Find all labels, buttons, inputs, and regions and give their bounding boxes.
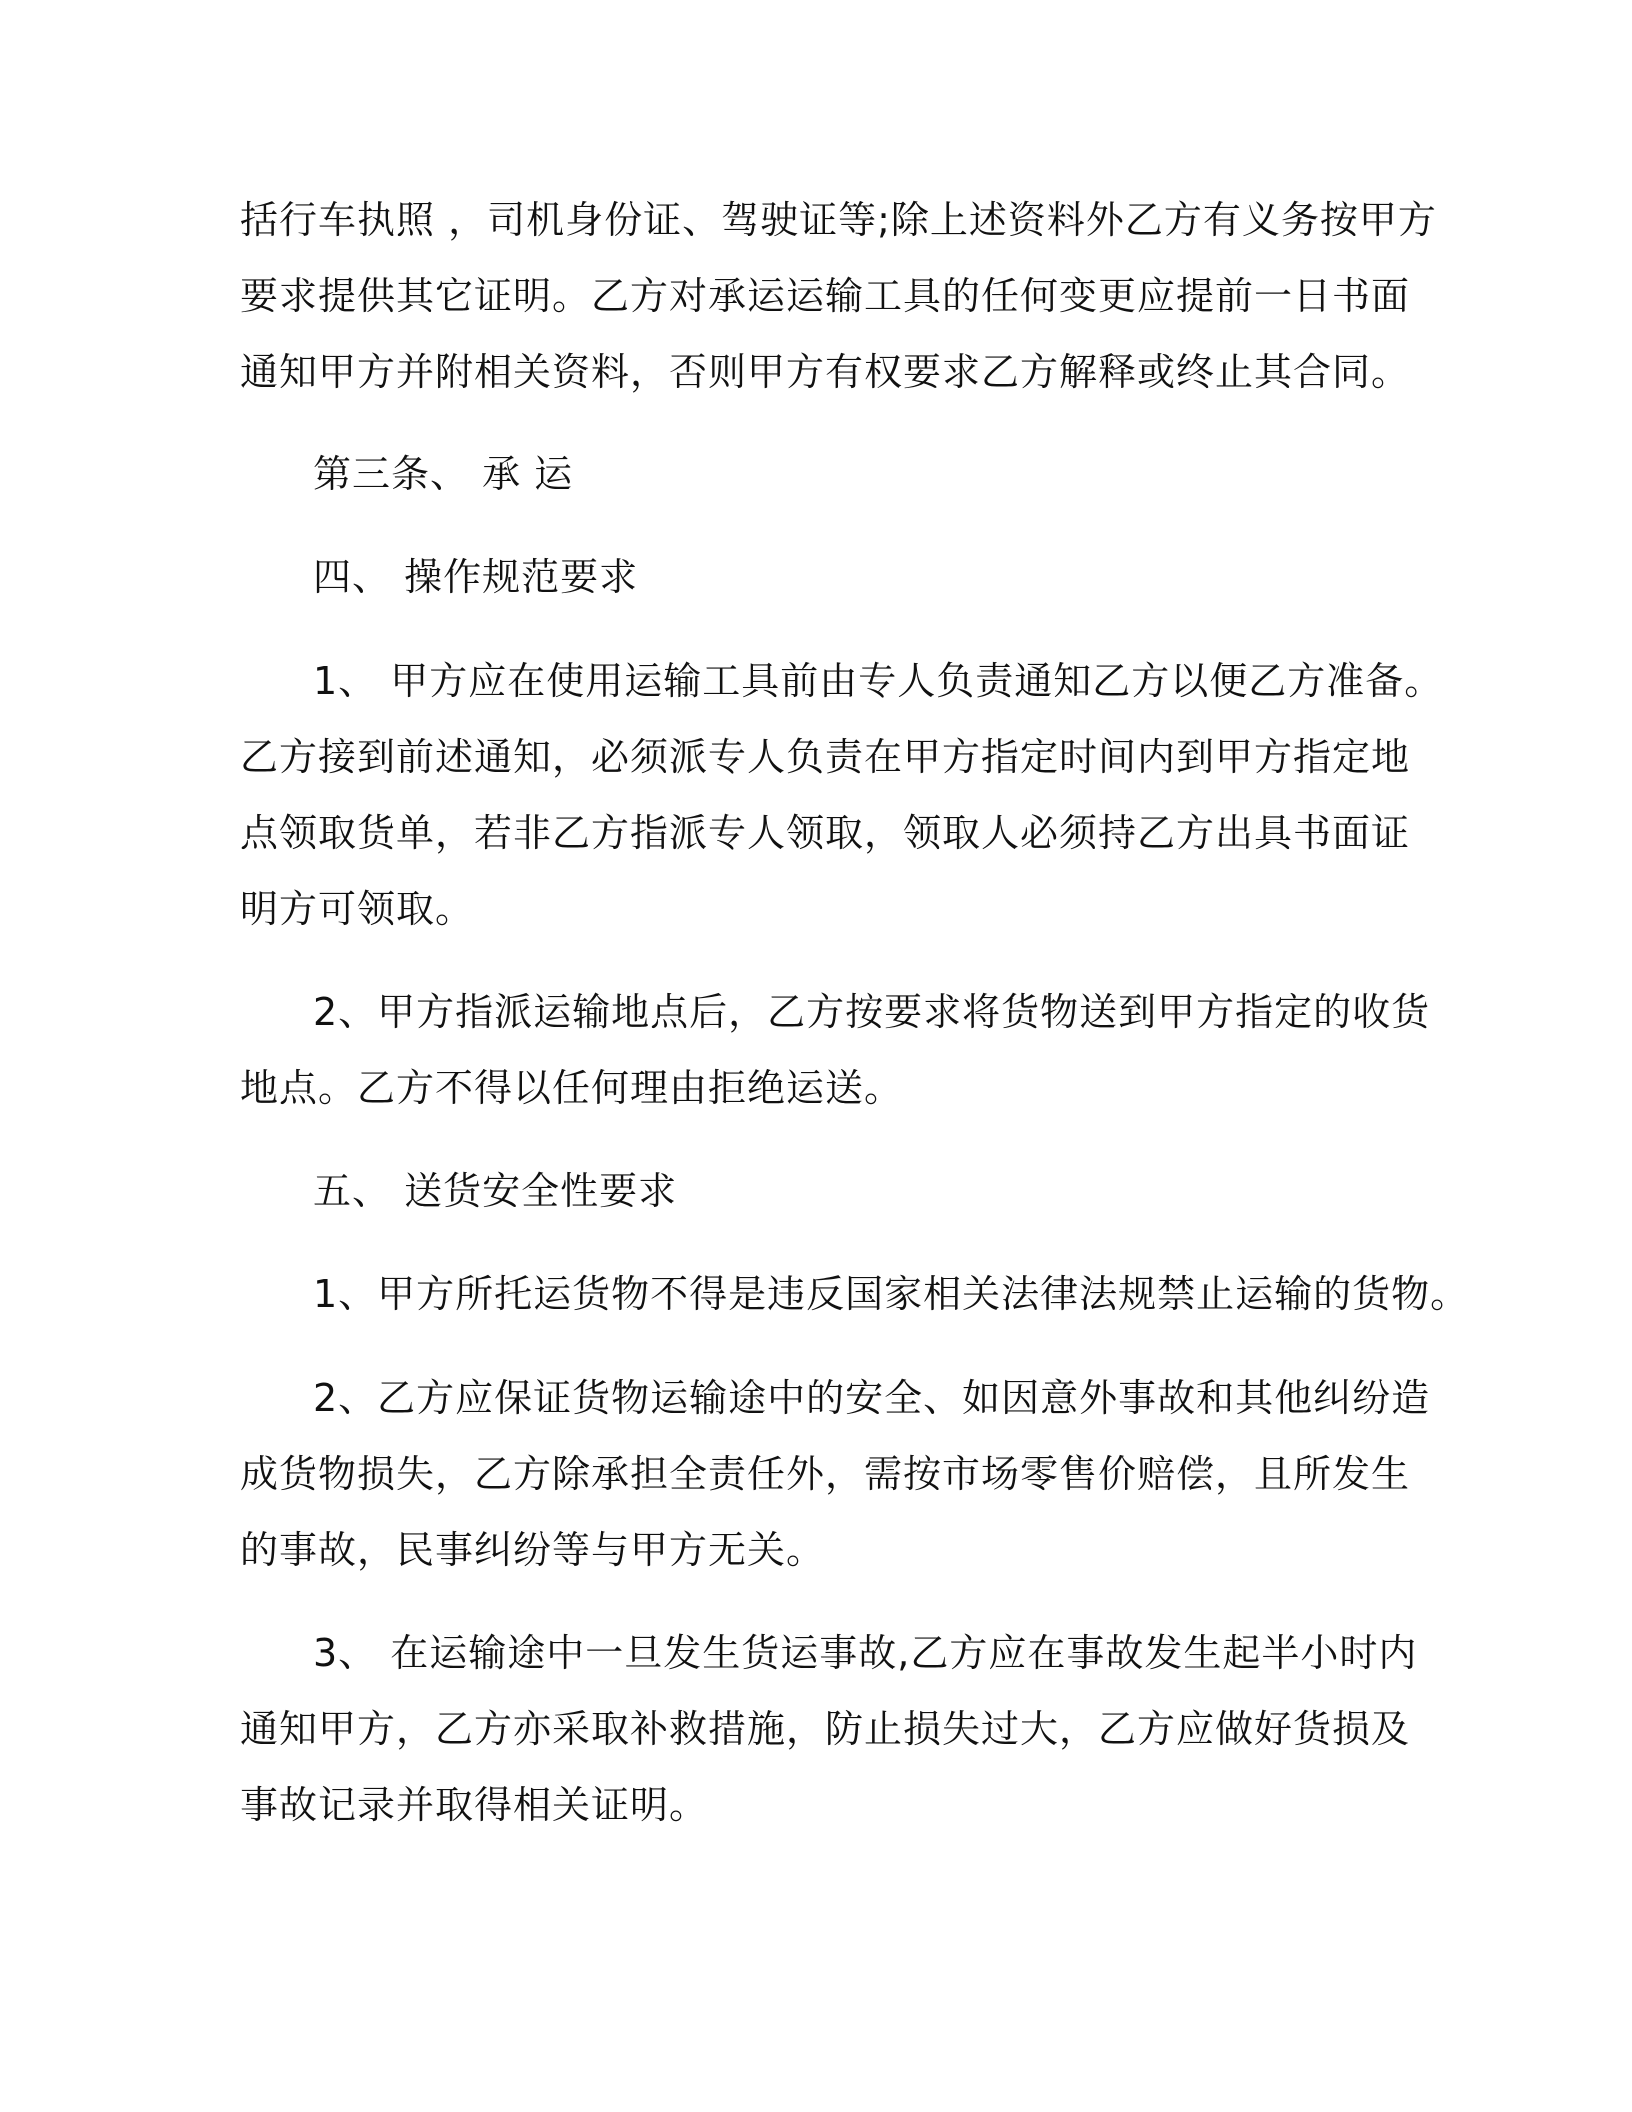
text-line: 通知甲方，乙方亦采取补救措施，防止损失过大，乙方应做好货损及 — [240, 1707, 1411, 1751]
text-line: 通知甲方并附相关资料，否则甲方有权要求乙方解释或终止其合同。 — [240, 350, 1411, 394]
section-heading: 第三条、 承 运 — [313, 452, 574, 496]
section-heading: 五、 送货安全性要求 — [313, 1169, 678, 1213]
text-line: 2、甲方指派运输地点后，乙方按要求将货物送到甲方指定的收货 — [313, 990, 1431, 1034]
text-line: 点领取货单，若非乙方指派专人领取，领取人必须持乙方出具书面证 — [240, 811, 1411, 855]
section-heading: 四、 操作规范要求 — [313, 555, 639, 599]
text-line: 1、 甲方应在使用运输工具前由专人负责通知乙方以便乙方准备。 — [313, 659, 1444, 703]
text-line: 地点。乙方不得以任何理由拒绝运送。 — [240, 1066, 904, 1110]
text-line: 括行车执照 ，司机身份证、驾驶证等;除上述资料外乙方有义务按甲方 — [240, 198, 1437, 242]
text-line: 要求提供其它证明。乙方对承运运输工具的任何变更应提前一日书面 — [240, 274, 1411, 318]
text-line: 成货物损失，乙方除承担全责任外，需按市场零售价赔偿，且所发生 — [240, 1452, 1411, 1496]
text-line: 事故记录并取得相关证明。 — [240, 1783, 709, 1827]
text-line: 3、 在运输途中一旦发生货运事故,乙方应在事故发生起半小时内 — [313, 1631, 1418, 1675]
text-line: 1、甲方所托运货物不得是违反国家相关法律法规禁止运输的货物。 — [313, 1272, 1470, 1316]
text-line: 乙方接到前述通知，必须派专人负责在甲方指定时间内到甲方指定地 — [240, 735, 1411, 779]
text-line: 明方可领取。 — [240, 887, 475, 931]
text-line: 2、乙方应保证货物运输途中的安全、如因意外事故和其他纠纷造 — [313, 1376, 1431, 1420]
text-line: 的事故，民事纠纷等与甲方无关。 — [240, 1528, 826, 1572]
